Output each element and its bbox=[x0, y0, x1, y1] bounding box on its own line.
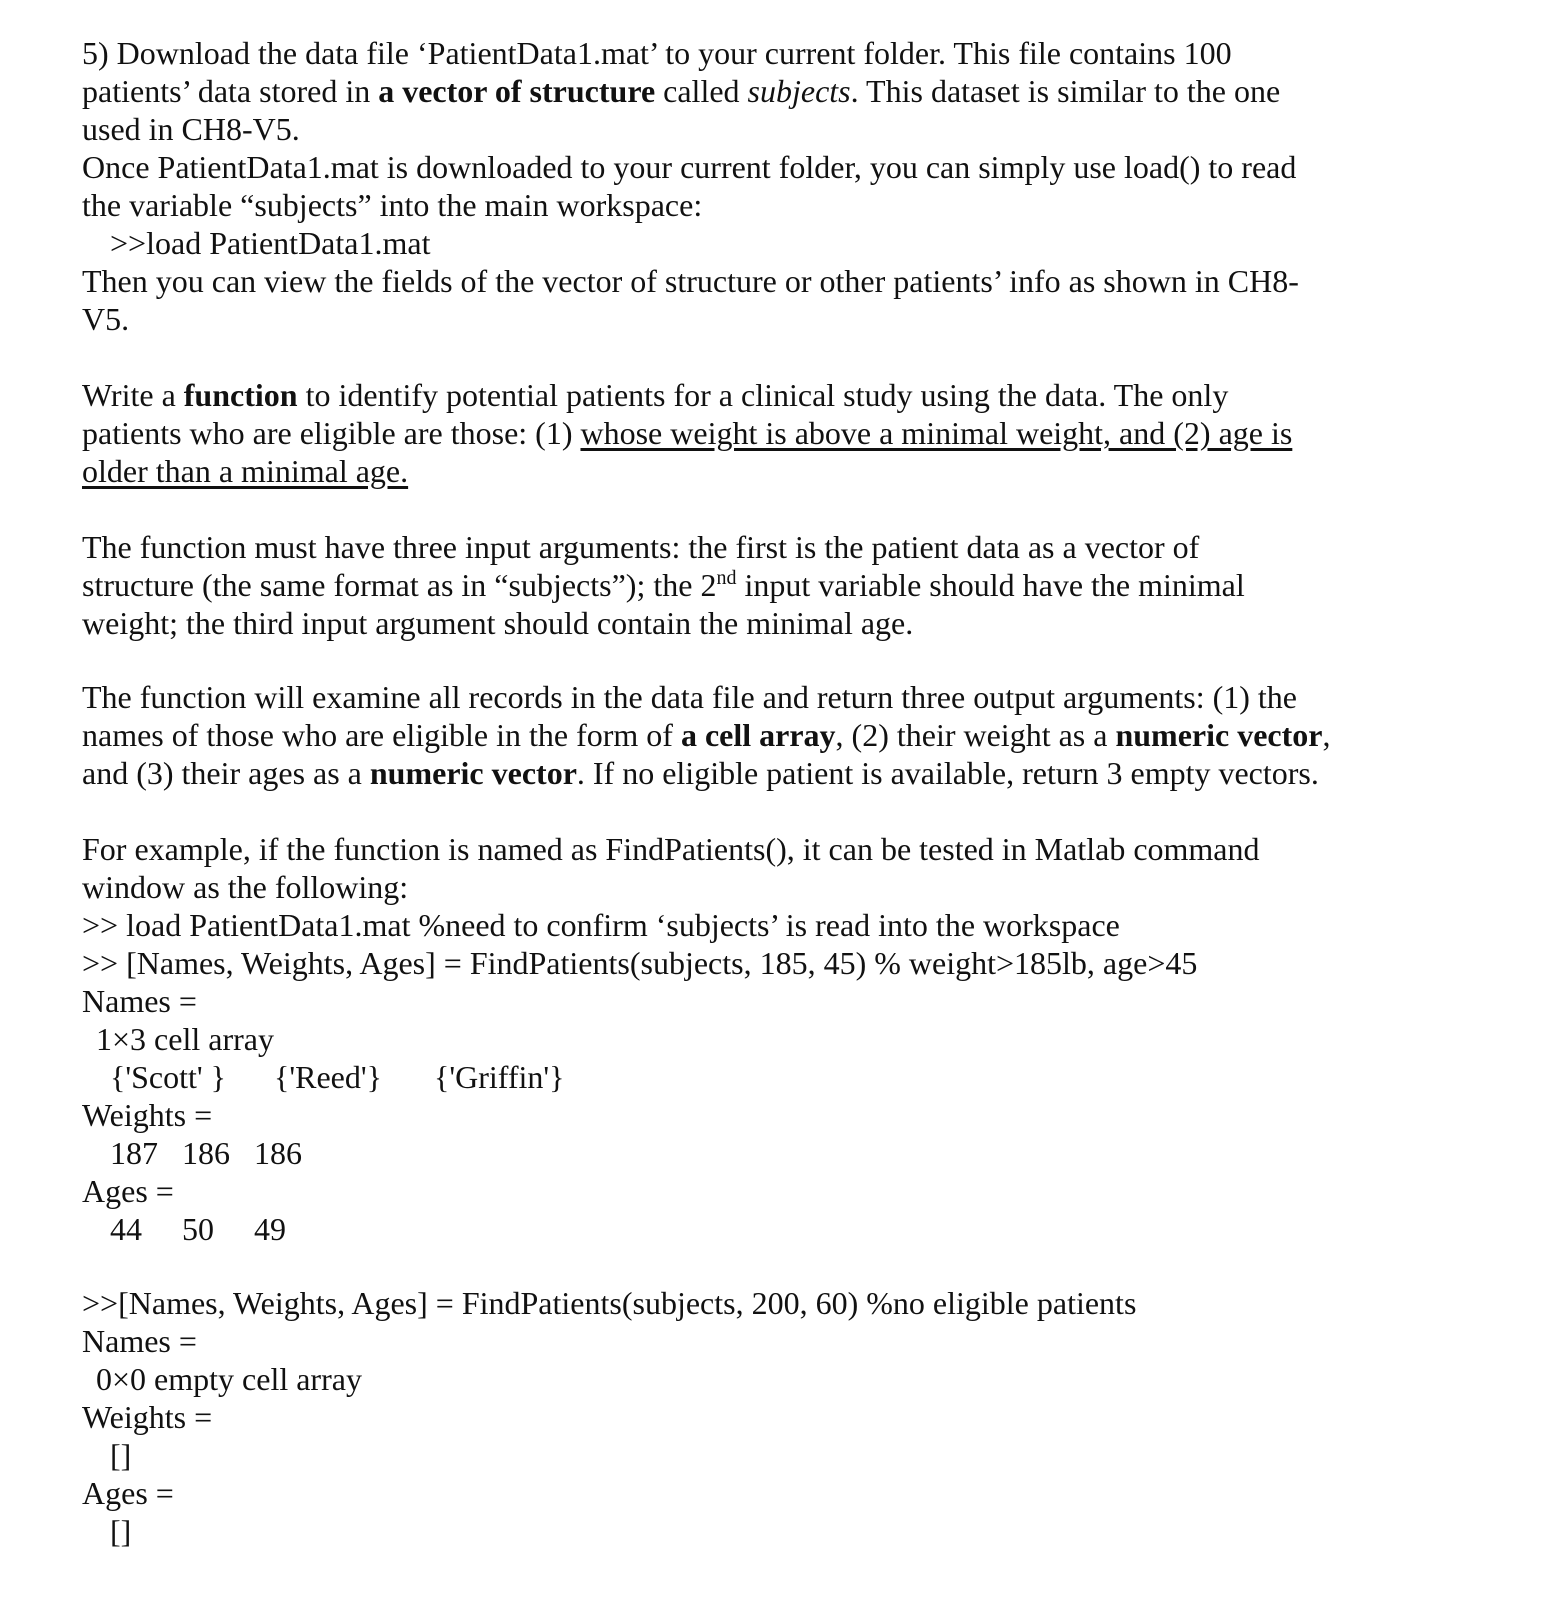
text: . This dataset is similar to the one bbox=[850, 73, 1281, 109]
text: input variable should have the minimal bbox=[736, 567, 1245, 603]
p2-line-1 bbox=[82, 376, 1228, 414]
text: For example, if the function is named as FindPatients(), it can be tested in Matlab command bbox=[82, 831, 1260, 867]
bold-text: a vector of structure bbox=[378, 73, 656, 109]
text: Then you can view the fields of the vector of structure or other patients’ info as shown in CH8- bbox=[82, 263, 1299, 299]
p3-line-3 bbox=[82, 604, 913, 642]
cell-value: {'Reed'} bbox=[274, 1059, 382, 1095]
p4-line-2 bbox=[82, 716, 1330, 754]
p1-line-5 bbox=[82, 186, 702, 224]
p6-weights-values bbox=[110, 1436, 131, 1474]
p5-cells-row bbox=[110, 1058, 565, 1096]
output-label: Ages = bbox=[82, 1475, 174, 1511]
p1-line-4 bbox=[82, 148, 1296, 186]
p4-line-1 bbox=[82, 678, 1297, 716]
text: used in CH8-V5. bbox=[82, 111, 300, 147]
italic-text: subjects bbox=[747, 73, 851, 109]
text: V5. bbox=[82, 301, 130, 337]
output-label: Names = bbox=[82, 983, 197, 1019]
text: to identify potential patients for a clinical study using the data. The only bbox=[297, 377, 1229, 413]
bold-text: function bbox=[183, 377, 298, 413]
p5-ages-values bbox=[110, 1210, 286, 1248]
p3-line-1 bbox=[82, 528, 1199, 566]
p6-weights-label bbox=[82, 1398, 212, 1436]
text: The function will examine all records in the data file and return three output arguments: (1) the bbox=[82, 679, 1297, 715]
text: patients who are eligible are those: (1) bbox=[82, 415, 581, 451]
p1-line-3 bbox=[82, 110, 300, 148]
p6-names-label bbox=[82, 1322, 197, 1360]
p1-line-7 bbox=[82, 262, 1299, 300]
bold-text: numeric vector bbox=[1115, 717, 1323, 753]
output-label: Ages = bbox=[82, 1173, 174, 1209]
text: called bbox=[655, 73, 748, 109]
text: 5) Download the data file ‘PatientData1.mat’ to your current folder. This file contains 100 bbox=[82, 35, 1232, 71]
text: Once PatientData1.mat is downloaded to your current folder, you can simply use load() to read bbox=[82, 149, 1297, 185]
p5-weights-values bbox=[110, 1134, 302, 1172]
p5-cell-desc bbox=[96, 1020, 274, 1058]
text: weight; the third input argument should contain the minimal age. bbox=[82, 605, 914, 641]
p5-command-1 bbox=[82, 906, 1120, 944]
p6-cell-desc bbox=[96, 1360, 362, 1398]
output-text: 1×3 cell array bbox=[96, 1021, 274, 1057]
output-label: Weights = bbox=[82, 1097, 213, 1133]
p1-line-1 bbox=[82, 34, 1232, 72]
code-text: >>[Names, Weights, Ages] = FindPatients(subjects, 200, 60) %no eligible patients bbox=[82, 1285, 1137, 1321]
text: the variable “subjects” into the main workspace: bbox=[82, 187, 703, 223]
p5-names-label bbox=[82, 982, 197, 1020]
p1-line-2 bbox=[82, 72, 1280, 110]
p6-command bbox=[82, 1284, 1136, 1322]
p5-ages-label bbox=[82, 1172, 174, 1210]
output-text: 0×0 empty cell array bbox=[96, 1361, 362, 1397]
output-text: 44 50 49 bbox=[110, 1211, 286, 1247]
superscript: nd bbox=[716, 567, 737, 589]
p3-line-2 bbox=[82, 566, 1245, 604]
code-text: >>load PatientData1.mat bbox=[110, 225, 431, 261]
p5-command-2 bbox=[82, 944, 1197, 982]
text: patients’ data stored in bbox=[82, 73, 379, 109]
text: , (2) their weight as a bbox=[835, 717, 1116, 753]
text: names of those who are eligible in the form of bbox=[82, 717, 681, 753]
p1-code-line bbox=[110, 224, 430, 262]
output-label: Weights = bbox=[82, 1399, 213, 1435]
output-text: [] bbox=[110, 1437, 132, 1473]
text: , bbox=[1322, 717, 1331, 753]
text: Write a bbox=[82, 377, 184, 413]
bold-text: a cell array bbox=[680, 717, 836, 753]
code-text: >> load PatientData1.mat %need to confirm ‘subjects’ is read into the workspace bbox=[82, 907, 1120, 943]
output-text: 187 186 186 bbox=[110, 1135, 302, 1171]
code-text: >> [Names, Weights, Ages] = FindPatients(subjects, 185, 45) % weight>185lb, age>45 bbox=[82, 945, 1198, 981]
p6-ages-values bbox=[110, 1512, 131, 1550]
p1-line-8 bbox=[82, 300, 129, 338]
text: . If no eligible patient is available, return 3 empty vectors. bbox=[576, 755, 1319, 791]
text: window as the following: bbox=[82, 869, 409, 905]
output-label: Names = bbox=[82, 1323, 197, 1359]
output-text: [] bbox=[110, 1513, 132, 1549]
cell-value: {'Scott' } bbox=[110, 1059, 227, 1095]
p5-weights-label bbox=[82, 1096, 212, 1134]
p4-line-3 bbox=[82, 754, 1319, 792]
underlined-text: older than a minimal age. bbox=[82, 453, 409, 489]
p2-line-2 bbox=[82, 414, 1292, 452]
p5-line-2 bbox=[82, 868, 408, 906]
text: and (3) their ages as a bbox=[82, 755, 370, 791]
text: structure (the same format as in “subjects”); the 2 bbox=[82, 567, 717, 603]
p5-line-1 bbox=[82, 830, 1260, 868]
p2-line-3 bbox=[82, 452, 408, 490]
underlined-text: whose weight is above a minimal weight, and (2) age is bbox=[580, 415, 1293, 451]
cell-value: {'Griffin'} bbox=[434, 1059, 565, 1095]
p6-ages-label bbox=[82, 1474, 174, 1512]
bold-text: numeric vector bbox=[369, 755, 577, 791]
text: The function must have three input arguments: the first is the patient data as a vector of bbox=[82, 529, 1200, 565]
